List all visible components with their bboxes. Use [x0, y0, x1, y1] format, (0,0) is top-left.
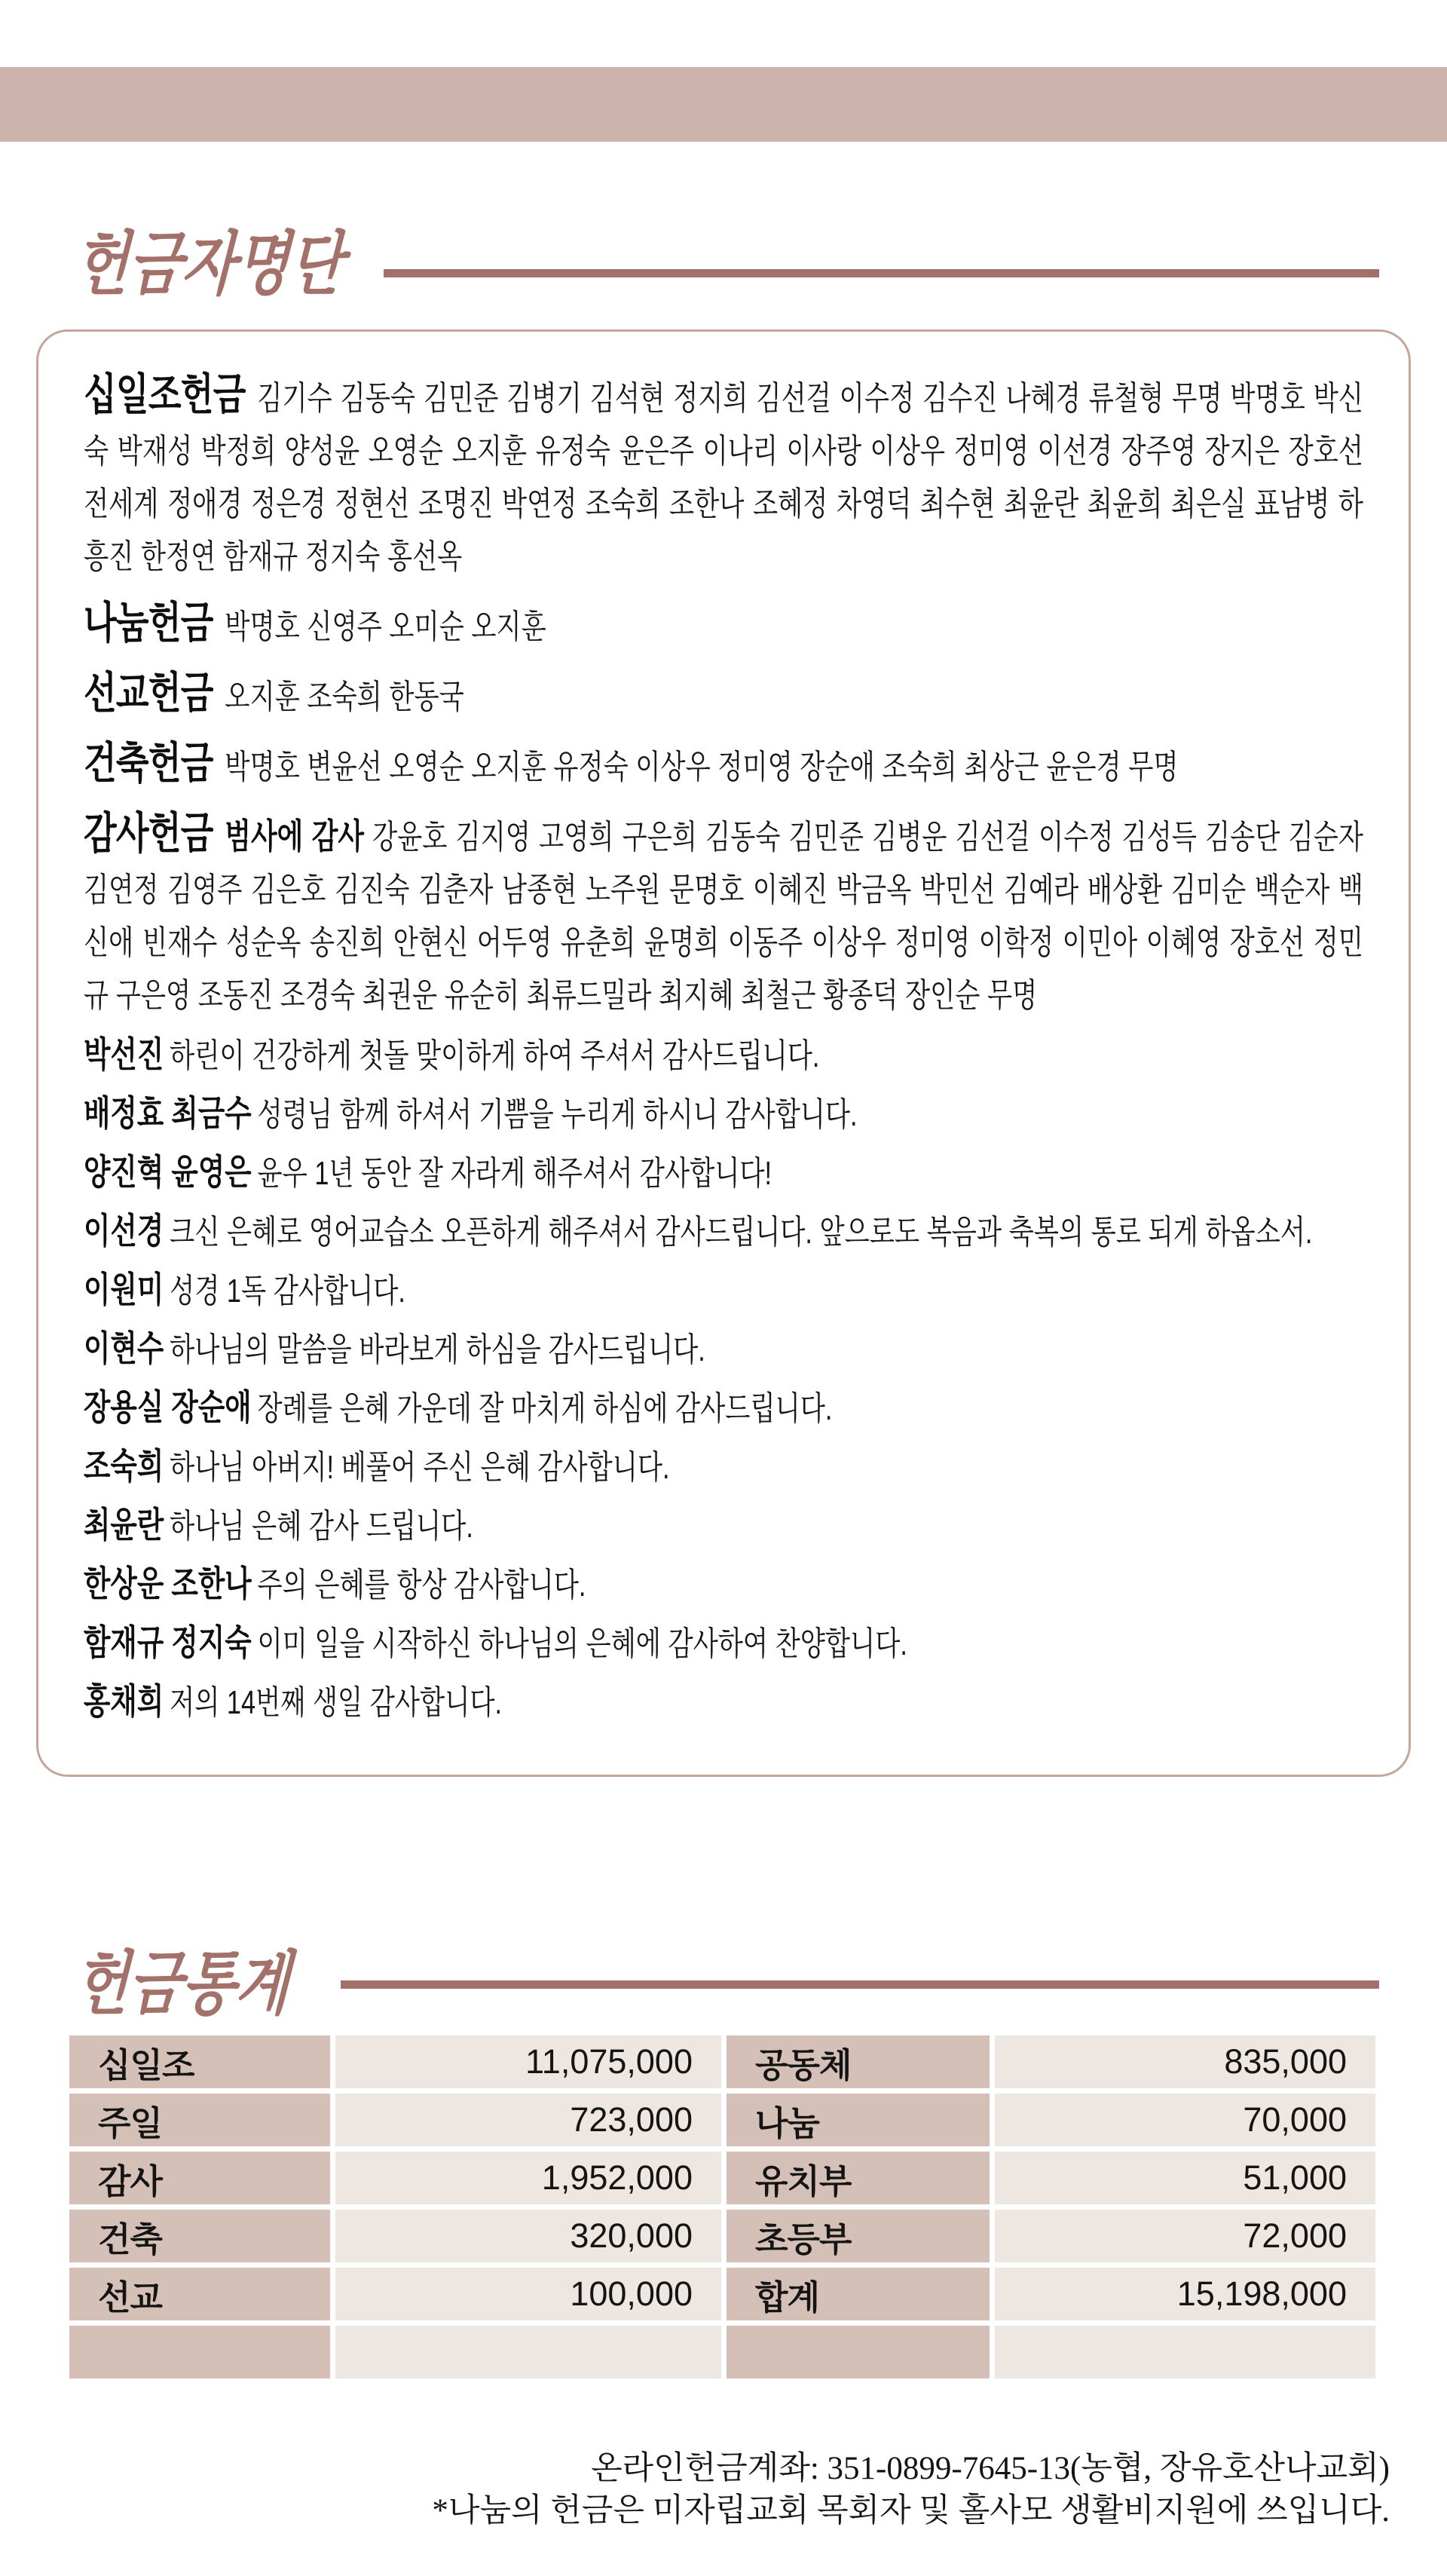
donor-group-sublabel: 범사에 감사 — [225, 816, 365, 856]
donor-group-names: 강윤호 김지영 고영희 구은희 김동숙 김민준 김병운 김선걸 이수정 김성득 김송단 김순자 김연정 김영주 김은호 김진숙 김춘자 남종현 노주원 문명호 이혜진 박금옥 박민선 김예라 배상환 김미순 백순자 백신애 빈재수 성순옥 송진희 안현신 어두영 유춘희 윤명희 이동주 이상우 정미영 이학정 이민아 이혜영 장호선 정민규 구은영 조동진 조경숙 최권운 유순히 최류드밀라 최지혜 최철근 황종덕 장인순 무명 — [84, 819, 1363, 1014]
donors-box — [36, 329, 1411, 1777]
stat-value: 1,952,000 — [335, 2152, 721, 2204]
thanks-note-name: 함재규 정지숙 — [84, 1622, 252, 1662]
thanks-note — [84, 1683, 1363, 1722]
offering-stats-table — [69, 2035, 1375, 2378]
thanks-note-message: 성령님 함께 하셔서 기쁨을 누리게 하시니 감사합니다. — [257, 1096, 858, 1133]
thanks-note-name: 박선진 — [84, 1034, 164, 1074]
thanks-note-name: 이선경 — [84, 1211, 164, 1251]
donor-group-label: 나눔헌금 — [84, 599, 213, 648]
thanks-note-message: 하나님 은혜 감사 드립니다. — [170, 1508, 473, 1545]
thanks-note-message: 주의 은혜를 항상 감사합니다. — [257, 1567, 586, 1603]
sharing-offering-note: *나눔의 헌금은 미자립교회 목회자 및 홀사모 생활비지원에 쓰입니다. — [432, 2493, 1390, 2529]
thanks-note — [84, 1506, 1363, 1545]
donor-group-tithe — [84, 369, 1363, 584]
stat-value: 11,075,000 — [335, 2035, 721, 2088]
thanks-note-message: 장례를 은혜 가운데 잘 마치게 하심에 감사드립니다. — [257, 1390, 833, 1427]
stat-label: 초등부 — [727, 2210, 990, 2262]
online-account-line: 온라인헌금계좌: 351-0899-7645-13(농협, 장유호산나교회) — [591, 2451, 1390, 2486]
stat-value: 15,198,000 — [995, 2268, 1375, 2320]
stat-label-empty — [69, 2326, 330, 2378]
thanks-note-message: 하나님 아버지! 베풀어 주신 은혜 감사합니다. — [170, 1449, 670, 1486]
thanks-note — [84, 1153, 1363, 1193]
stat-label: 십일조 — [69, 2035, 330, 2088]
thanks-note-message: 하나님의 말씀을 바라보게 하심을 감사드립니다. — [170, 1331, 705, 1368]
stats-section-title: 헌금통계 — [72, 1946, 292, 2023]
top-banner — [0, 67, 1447, 142]
thanks-note — [84, 1271, 1363, 1310]
donor-group-label: 건축헌금 — [84, 739, 213, 788]
donor-group-mission — [84, 667, 1363, 724]
thanks-note-name: 한상운 조한나 — [84, 1564, 252, 1603]
thanks-note — [84, 1447, 1363, 1487]
thanks-note-message: 윤우 1년 동안 잘 자라게 해주셔서 감사합니다! — [257, 1155, 772, 1192]
donors-section-title: 헌금자명단 — [72, 226, 345, 303]
thanks-note-name: 배정효 최금수 — [84, 1093, 252, 1133]
stat-value-empty — [995, 2326, 1375, 2378]
stat-value-empty — [335, 2326, 721, 2378]
thanks-note — [84, 1212, 1363, 1251]
donor-group-label: 감사헌금 — [84, 809, 213, 858]
thanks-note-name: 최윤란 — [84, 1505, 164, 1545]
footer-notes — [432, 2448, 1390, 2532]
stat-value: 320,000 — [335, 2210, 721, 2262]
donor-group-names: 박명호 신영주 오미순 오지훈 — [225, 608, 546, 645]
thanks-note-name: 이현수 — [84, 1328, 164, 1368]
stat-label: 주일 — [69, 2094, 330, 2146]
donor-group-label: 십일조헌금 — [84, 370, 246, 419]
stat-value: 51,000 — [995, 2152, 1375, 2204]
thanks-note — [84, 1095, 1363, 1134]
donor-group-thanks — [84, 807, 1363, 1022]
thanks-note-name: 장용실 장순애 — [84, 1387, 252, 1427]
stat-value: 100,000 — [335, 2268, 721, 2320]
thanks-note-message: 성경 1독 감사합니다. — [170, 1273, 405, 1309]
thanks-note-message: 크신 은혜로 영어교습소 오픈하게 해주셔서 감사드립니다. 앞으로도 복음과 축복의 통로 되게 하옵소서. — [170, 1214, 1313, 1251]
stat-value: 723,000 — [335, 2094, 721, 2146]
donor-group-names: 오지훈 조숙희 한동국 — [225, 678, 464, 715]
stat-label: 공동체 — [727, 2035, 990, 2088]
thanks-note-name: 조숙희 — [84, 1446, 164, 1486]
donor-group-building — [84, 737, 1363, 794]
stat-label: 합계 — [727, 2268, 990, 2320]
stat-value: 70,000 — [995, 2094, 1375, 2146]
thanks-note — [84, 1330, 1363, 1369]
thanks-note-name: 홍채희 — [84, 1681, 164, 1721]
thanks-note — [84, 1624, 1363, 1663]
stats-title-rule — [341, 1980, 1379, 1989]
thanks-note-message: 하린이 건강하게 첫돌 맞이하게 하여 주셔서 감사드립니다. — [170, 1037, 820, 1074]
stat-label: 나눔 — [727, 2094, 990, 2146]
thanks-note — [84, 1565, 1363, 1604]
donors-title-rule — [384, 269, 1379, 277]
donor-group-sharing — [84, 597, 1363, 654]
stat-value: 835,000 — [995, 2035, 1375, 2088]
stat-label: 선교 — [69, 2268, 330, 2320]
stat-label: 유치부 — [727, 2152, 990, 2204]
thanks-note — [84, 1389, 1363, 1428]
thanks-note-message: 저의 14번째 생일 감사합니다. — [170, 1684, 503, 1721]
thanks-note — [84, 1036, 1363, 1075]
stat-value: 72,000 — [995, 2210, 1375, 2262]
stat-label: 감사 — [69, 2152, 330, 2204]
stat-label: 건축 — [69, 2210, 330, 2262]
thanks-note-name: 양진혁 윤영은 — [84, 1152, 252, 1192]
thanks-note-name: 이원미 — [84, 1270, 164, 1309]
donors-box-content — [84, 369, 1363, 1722]
donor-group-names: 김기수 김동숙 김민준 김병기 김석현 정지희 김선걸 이수정 김수진 나혜경 류철형 무명 박명호 박신숙 박재성 박정희 양성윤 오영순 오지훈 유정숙 윤은주 이나리 이사랑 이상우 정미영 이선경 장주영 장지은 장호선 전세계 정애경 정은경 정현선 조명진 박연정 조숙희 조한나 조혜정 차영덕 최수현 최윤란 최윤희 최은실 표남병 하흥진 한정연 함재규 정지숙 홍선옥 — [84, 380, 1363, 575]
thanks-note-message: 이미 일을 시작하신 하나님의 은혜에 감사하여 찬양합니다. — [257, 1625, 907, 1662]
donor-group-label: 선교헌금 — [84, 669, 213, 718]
donor-group-names: 박명호 변윤선 오영순 오지훈 유정숙 이상우 정미영 장순애 조숙희 최상근 윤은경 무명 — [225, 749, 1179, 786]
stat-label-empty — [727, 2326, 990, 2378]
